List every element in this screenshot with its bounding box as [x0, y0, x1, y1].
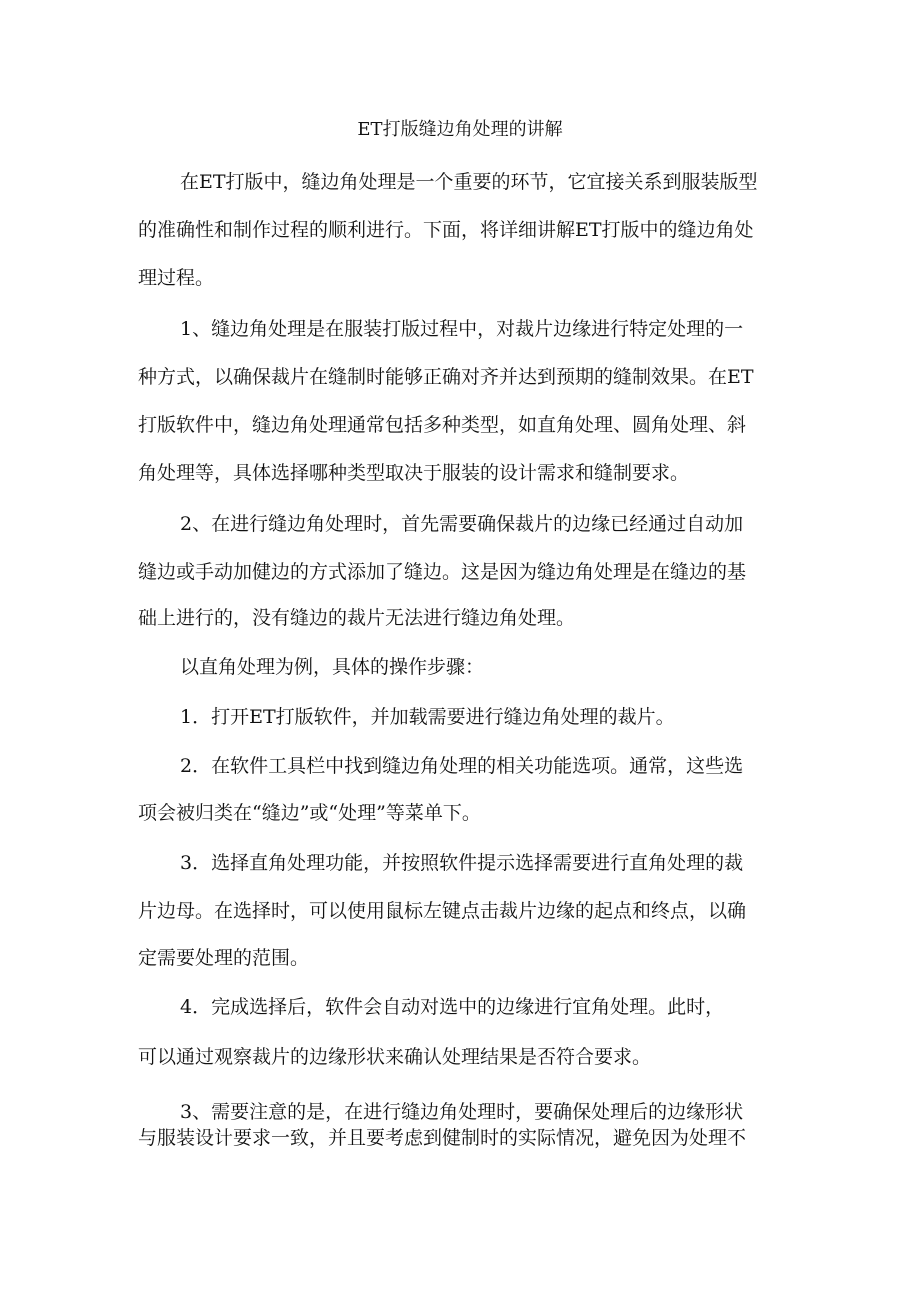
- text-line: 打版软件中，缝边角处理通常包括多种类型，如直角处理、圆角处理、斜: [138, 414, 747, 436]
- text-line: 缝边或手动加健边的方式添加了缝边。这是因为缝边角处理是在缝边的基: [138, 561, 747, 583]
- text-line: 种方式，以确保裁片在缝制时能够正确对齐并达到预期的缝制效果。在ET: [138, 366, 754, 388]
- text-line: 在ET打版中，缝边角处理是一个重要的环节，它宜接关系到服装版型: [180, 171, 758, 193]
- text-line: 3、需要注意的是，在进行缝边角处理时，要确保处理后的边缘形状: [180, 1101, 744, 1123]
- text-line: 4．完成选择后，软件会自动对选中的边缘进行宜角处理。此时，: [180, 996, 725, 1018]
- text-line: 的准确性和制作过程的顺利进行。下面，将详细讲解ET打版中的缝边角处: [138, 219, 754, 241]
- text-line: 理过程。: [138, 267, 215, 289]
- text-line: 可以通过观察裁片的边缘形状来确认处理结果是否符合要求。: [138, 1046, 652, 1068]
- text-line: 2．在软件工具栏中找到缝边角处理的相关功能选项。通常，这些选: [180, 755, 744, 777]
- text-line: 与服装设计要求一致，并且要考虑到健制时的实际情况，避免因为处理不: [138, 1127, 747, 1149]
- text-line: 2、在进行缝边角处理时，首先需要确保裁片的边缘已经通过自动加: [180, 513, 744, 535]
- text-line: 3．选择直角处理功能，并按照软件提示选择需要进行直角处理的裁: [180, 852, 744, 874]
- text-line: 础上进行的，没有缝边的裁片无法进行缝边角处理。: [138, 607, 576, 629]
- text-line: 片边母。在选择时，可以使用鼠标左键点击裁片边缘的起点和终点，以确: [138, 900, 747, 922]
- text-line: 定需要处理的范围。: [138, 947, 310, 969]
- text-line: 1、缝边角处理是在服装打版过程中，对裁片边缘进行特定处理的一: [180, 318, 744, 340]
- text-line: 角处理等，具体选择哪种类型取决于服装的设计需求和缝制要求。: [138, 462, 690, 484]
- text-line: 以直角处理为例，具体的操作步骤：: [180, 656, 485, 678]
- text-line: 项会被归类在“缝边”或“处理”等菜单下。: [138, 802, 481, 824]
- document-title: ET打版缝边角处理的讲解: [357, 119, 563, 140]
- text-line: 1．打开ET打版软件，并加载需要进行缝边角处理的裁片。: [180, 706, 675, 728]
